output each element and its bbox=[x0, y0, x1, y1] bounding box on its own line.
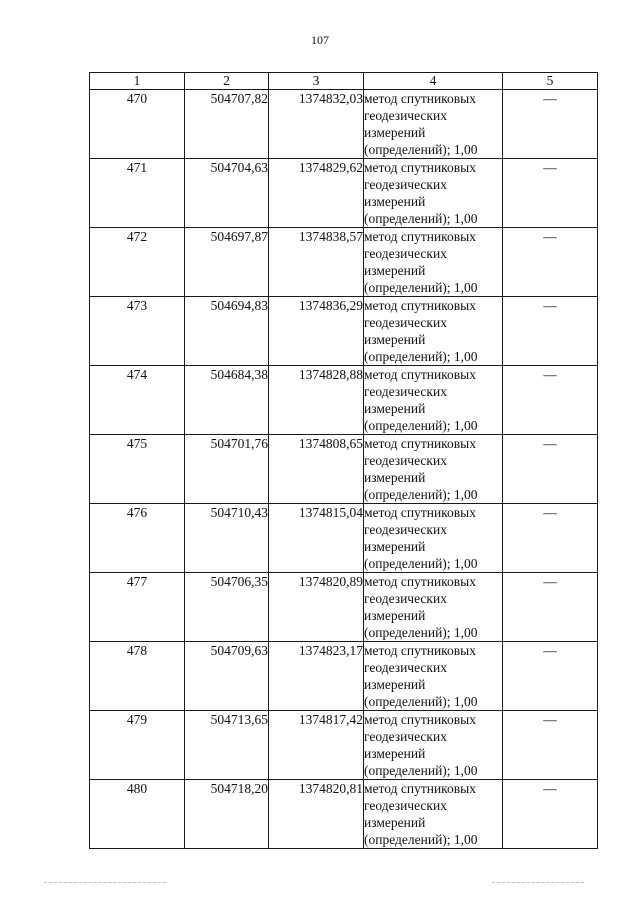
x-coordinate-cell: 504697,87 bbox=[185, 228, 269, 297]
note-cell: — bbox=[503, 366, 598, 435]
page-number: 107 bbox=[311, 33, 329, 47]
x-coordinate-cell: 504701,76 bbox=[185, 435, 269, 504]
method-cell bbox=[364, 504, 503, 573]
method-text-line: геодезических bbox=[364, 729, 447, 744]
method-text-line: (определений); 1,00 bbox=[364, 556, 478, 571]
method-text-line: измерений bbox=[364, 539, 426, 554]
method-text-line: измерений bbox=[364, 815, 426, 830]
x-coordinate-cell: 504684,38 bbox=[185, 366, 269, 435]
footer-mark-left bbox=[44, 882, 166, 884]
method-text-line: метод спутниковых bbox=[364, 574, 476, 589]
y-coordinate-cell: 1374815,04 bbox=[269, 504, 364, 573]
note-cell: — bbox=[503, 159, 598, 228]
header-col-1: 1 bbox=[90, 73, 185, 90]
note-cell: — bbox=[503, 711, 598, 780]
method-text-line: метод спутниковых bbox=[364, 781, 476, 796]
header-col-2: 2 bbox=[185, 73, 269, 90]
method-text-line: (определений); 1,00 bbox=[364, 763, 478, 778]
header-col-3: 3 bbox=[269, 73, 364, 90]
method-text-line: измерений bbox=[364, 125, 426, 140]
point-number-cell: 474 bbox=[90, 366, 185, 435]
method-text-line: геодезических bbox=[364, 315, 447, 330]
header-col-4: 4 bbox=[364, 73, 503, 90]
y-coordinate-cell: 1374820,89 bbox=[269, 573, 364, 642]
method-text-line: геодезических bbox=[364, 108, 447, 123]
method-text-line: геодезических bbox=[364, 177, 447, 192]
method-text-line: метод спутниковых bbox=[364, 436, 476, 451]
note-cell: — bbox=[503, 435, 598, 504]
note-cell: — bbox=[503, 642, 598, 711]
method-text-line: геодезических bbox=[364, 246, 447, 261]
x-coordinate-cell: 504710,43 bbox=[185, 504, 269, 573]
method-text-line: измерений bbox=[364, 332, 426, 347]
method-cell bbox=[364, 435, 503, 504]
header-row bbox=[90, 73, 598, 90]
method-text-line: метод спутниковых bbox=[364, 229, 476, 244]
y-coordinate-cell: 1374808,65 bbox=[269, 435, 364, 504]
table-header bbox=[90, 73, 598, 90]
method-text-line: метод спутниковых bbox=[364, 712, 476, 727]
method-text-line: измерений bbox=[364, 401, 426, 416]
method-text-line: геодезических bbox=[364, 591, 447, 606]
footer-mark-right bbox=[492, 882, 584, 884]
method-text-line: метод спутниковых bbox=[364, 367, 476, 382]
method-text-line: (определений); 1,00 bbox=[364, 832, 478, 847]
table-row bbox=[90, 642, 598, 711]
method-text-line: (определений); 1,00 bbox=[364, 694, 478, 709]
method-text-line: геодезических bbox=[364, 522, 447, 537]
method-text-line: метод спутниковых bbox=[364, 160, 476, 175]
method-text-line: измерений bbox=[364, 608, 426, 623]
method-text-line: измерений bbox=[364, 470, 426, 485]
note-cell: — bbox=[503, 297, 598, 366]
method-text-line: измерений bbox=[364, 677, 426, 692]
method-text-line: измерений bbox=[364, 194, 426, 209]
method-text-line: (определений); 1,00 bbox=[364, 625, 478, 640]
point-number-cell: 478 bbox=[90, 642, 185, 711]
method-text-line: измерений bbox=[364, 263, 426, 278]
point-number-cell: 471 bbox=[90, 159, 185, 228]
method-text-line: метод спутниковых bbox=[364, 91, 476, 106]
y-coordinate-cell: 1374836,29 bbox=[269, 297, 364, 366]
y-coordinate-cell: 1374828,88 bbox=[269, 366, 364, 435]
x-coordinate-cell: 504707,82 bbox=[185, 90, 269, 159]
table-row bbox=[90, 435, 598, 504]
note-cell: — bbox=[503, 780, 598, 849]
method-text-line: (определений); 1,00 bbox=[364, 211, 478, 226]
method-text-line: геодезических bbox=[364, 660, 447, 675]
table-row bbox=[90, 228, 598, 297]
table-row bbox=[90, 90, 598, 159]
header-col-5: 5 bbox=[503, 73, 598, 90]
x-coordinate-cell: 504704,63 bbox=[185, 159, 269, 228]
method-cell bbox=[364, 573, 503, 642]
point-number-cell: 477 bbox=[90, 573, 185, 642]
method-text-line: (определений); 1,00 bbox=[364, 487, 478, 502]
method-text-line: (определений); 1,00 bbox=[364, 418, 478, 433]
method-text-line: метод спутниковых bbox=[364, 505, 476, 520]
method-cell bbox=[364, 780, 503, 849]
note-cell: — bbox=[503, 504, 598, 573]
point-number-cell: 475 bbox=[90, 435, 185, 504]
table-body bbox=[90, 90, 598, 849]
table-row bbox=[90, 780, 598, 849]
y-coordinate-cell: 1374832,03 bbox=[269, 90, 364, 159]
method-text-line: (определений); 1,00 bbox=[364, 280, 478, 295]
method-text-line: геодезических bbox=[364, 453, 447, 468]
y-coordinate-cell: 1374829,62 bbox=[269, 159, 364, 228]
method-cell bbox=[364, 297, 503, 366]
note-cell: — bbox=[503, 90, 598, 159]
method-text-line: геодезических bbox=[364, 384, 447, 399]
y-coordinate-cell: 1374820,81 bbox=[269, 780, 364, 849]
method-text-line: геодезических bbox=[364, 798, 447, 813]
method-cell bbox=[364, 711, 503, 780]
y-coordinate-cell: 1374838,57 bbox=[269, 228, 364, 297]
point-number-cell: 479 bbox=[90, 711, 185, 780]
method-text-line: метод спутниковых bbox=[364, 643, 476, 658]
method-text-line: измерений bbox=[364, 746, 426, 761]
point-number-cell: 470 bbox=[90, 90, 185, 159]
method-cell bbox=[364, 366, 503, 435]
method-cell bbox=[364, 90, 503, 159]
x-coordinate-cell: 504718,20 bbox=[185, 780, 269, 849]
method-text-line: (определений); 1,00 bbox=[364, 349, 478, 364]
table-row bbox=[90, 504, 598, 573]
note-cell: — bbox=[503, 573, 598, 642]
table-row bbox=[90, 297, 598, 366]
x-coordinate-cell: 504713,65 bbox=[185, 711, 269, 780]
method-text-line: метод спутниковых bbox=[364, 298, 476, 313]
point-number-cell: 480 bbox=[90, 780, 185, 849]
method-text-line: (определений); 1,00 bbox=[364, 142, 478, 157]
table-row bbox=[90, 159, 598, 228]
point-number-cell: 472 bbox=[90, 228, 185, 297]
note-cell: — bbox=[503, 228, 598, 297]
table-row bbox=[90, 366, 598, 435]
method-cell bbox=[364, 159, 503, 228]
y-coordinate-cell: 1374817,42 bbox=[269, 711, 364, 780]
x-coordinate-cell: 504706,35 bbox=[185, 573, 269, 642]
point-number-cell: 476 bbox=[90, 504, 185, 573]
table-row bbox=[90, 711, 598, 780]
y-coordinate-cell: 1374823,17 bbox=[269, 642, 364, 711]
x-coordinate-cell: 504709,63 bbox=[185, 642, 269, 711]
x-coordinate-cell: 504694,83 bbox=[185, 297, 269, 366]
coordinates-table bbox=[89, 72, 598, 849]
point-number-cell: 473 bbox=[90, 297, 185, 366]
table-row bbox=[90, 573, 598, 642]
method-cell bbox=[364, 228, 503, 297]
method-cell bbox=[364, 642, 503, 711]
